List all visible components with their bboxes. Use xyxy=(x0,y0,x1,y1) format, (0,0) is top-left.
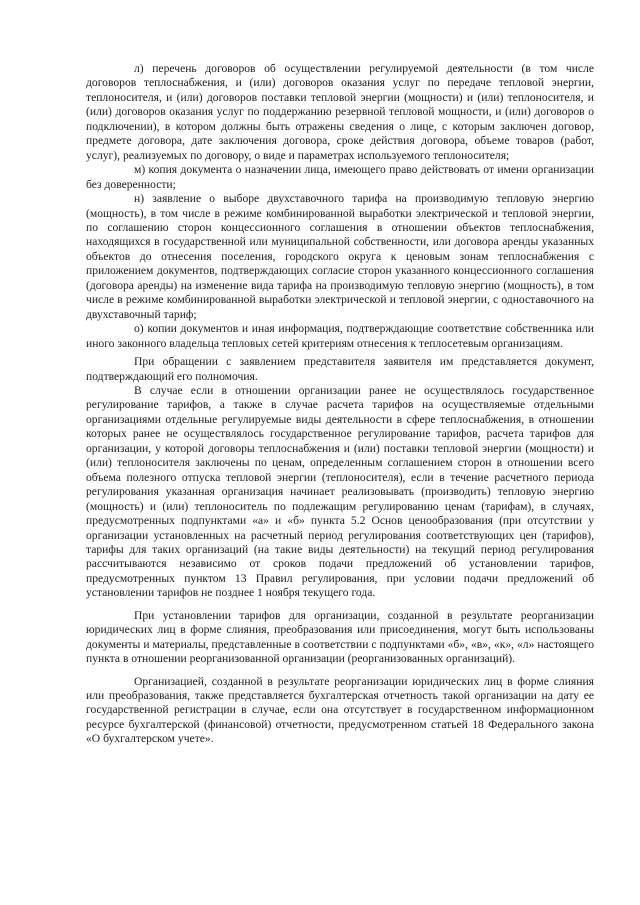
paragraph-item-o: о) копии документов и иная информация, подтверждающие соответствие собственника или иного законного владельца тепловых сетей критериям отнесения к теплосетевым организациям. xyxy=(86,322,594,350)
paragraph-reorganization-tariffs: При установлении тарифов для организации, созданной в результате реорганизации юридических лиц в форме слияния, преобразования или присоединения, могут быть использованы документы и материалы, представленные в соответствии с подпунктами «б», «в», «к», «л» настоящего пункта в отношении реорганизованной организации (реорганизованных организаций). xyxy=(86,608,594,666)
paragraph-no-prior-regulation: В случае если в отношении организации ранее не осуществлялось государственное регулирование тарифов, а также в случае расчета тарифов на осуществляемые отдельными организациями отдельные регулируемые виды деятельности в сфере теплоснабжения, в отношении которых ранее не осуществлялось государственное регулирование тарифов, расчета тарифов для организации, у которой договоры теплоснабжения и (или) поставки тепловой энергии (мощности) и (или) теплоносителя заключены по ценам, определенным соглашением сторон в отношении всего объема полезного отпуска тепловой энергии (теплоносителя), если в течение расчетного периода регулирования указанная организация начинает реализовывать (производить) тепловую энергию (мощность) и (или) теплоноситель по подлежащим регулированию ценам (тарифам), в случаях, предусмотренных подпунктами «а» и «б» пункта 5.2 Основ ценообразования (при отсутствии у организации установленных на расчетный период регулирования соответствующих цен (тарифов), тарифы для таких организаций (на такие виды деятельности) на текущий период регулирования рассчитываются независимо от сроков подачи предложений об установлении тарифов, предусмотренных пунктом 13 Правил регулирования, при условии подачи предложений об установлении тарифов не позднее 1 ноября текущего года. xyxy=(86,383,594,600)
paragraph-item-m: м) копия документа о назначении лица, имеющего право действовать от имени организации без доверенности; xyxy=(86,163,594,191)
paragraph-reorganization-reporting: Организацией, созданной в результате реорганизации юридических лиц в форме слияния или преобразования, также представляется бухгалтерская отчетность такой организации на дату ее государственной регистрации в случае, если она отсутствует в государственном информационном ресурсе бухгалтерской (финансовой) отчетности, предусмотренном статьей 18 Федерального закона «О бухгалтерском учете». xyxy=(86,674,594,746)
paragraph-representative: При обращении с заявлением представителя заявителя им представляется документ, подтверждающий его полномочия. xyxy=(86,355,594,383)
paragraph-item-n: н) заявление о выборе двухставочного тарифа на производимую тепловую энергию (мощность), в том числе в режиме комбинированной выработки электрической и тепловой энергии, по соглашению сторон концессионного соглашения в отношении объектов теплоснабжения, находящихся в государственной или муниципальной собственности, или договора аренды указанных объектов до отнесения поселения, городского округа к ценовым зонам теплоснабжения с приложением документов, подтверждающих согласие сторон указанного концессионного соглашения (договора аренды) на изменение вида тарифа на производимую тепловую энергию (мощность), в том числе в режиме комбинированной выработки электрической и тепловой энергии, с одноставочного на двухставочный тариф; xyxy=(86,192,594,321)
paragraph-item-l: л) перечень договоров об осуществлении регулируемой деятельности (в том числе договоров теплоснабжения, и (или) договоров оказания услуг по передаче тепловой энергии, теплоносителя, и (или) договоров поставки тепловой энергии (мощности) и (или) теплоносителя, и (или) договоров оказания услуг по поддержанию резервной тепловой мощности, и (или) договоров о подключении), в котором должны быть отражены сведения о лице, с которым заключен договор, предмете договора, дате заключения договора, сроке действия договора, объеме товаров (работ, услуг), реализуемых по договору, о виде и параметрах используемого теплоносителя; xyxy=(86,62,594,162)
